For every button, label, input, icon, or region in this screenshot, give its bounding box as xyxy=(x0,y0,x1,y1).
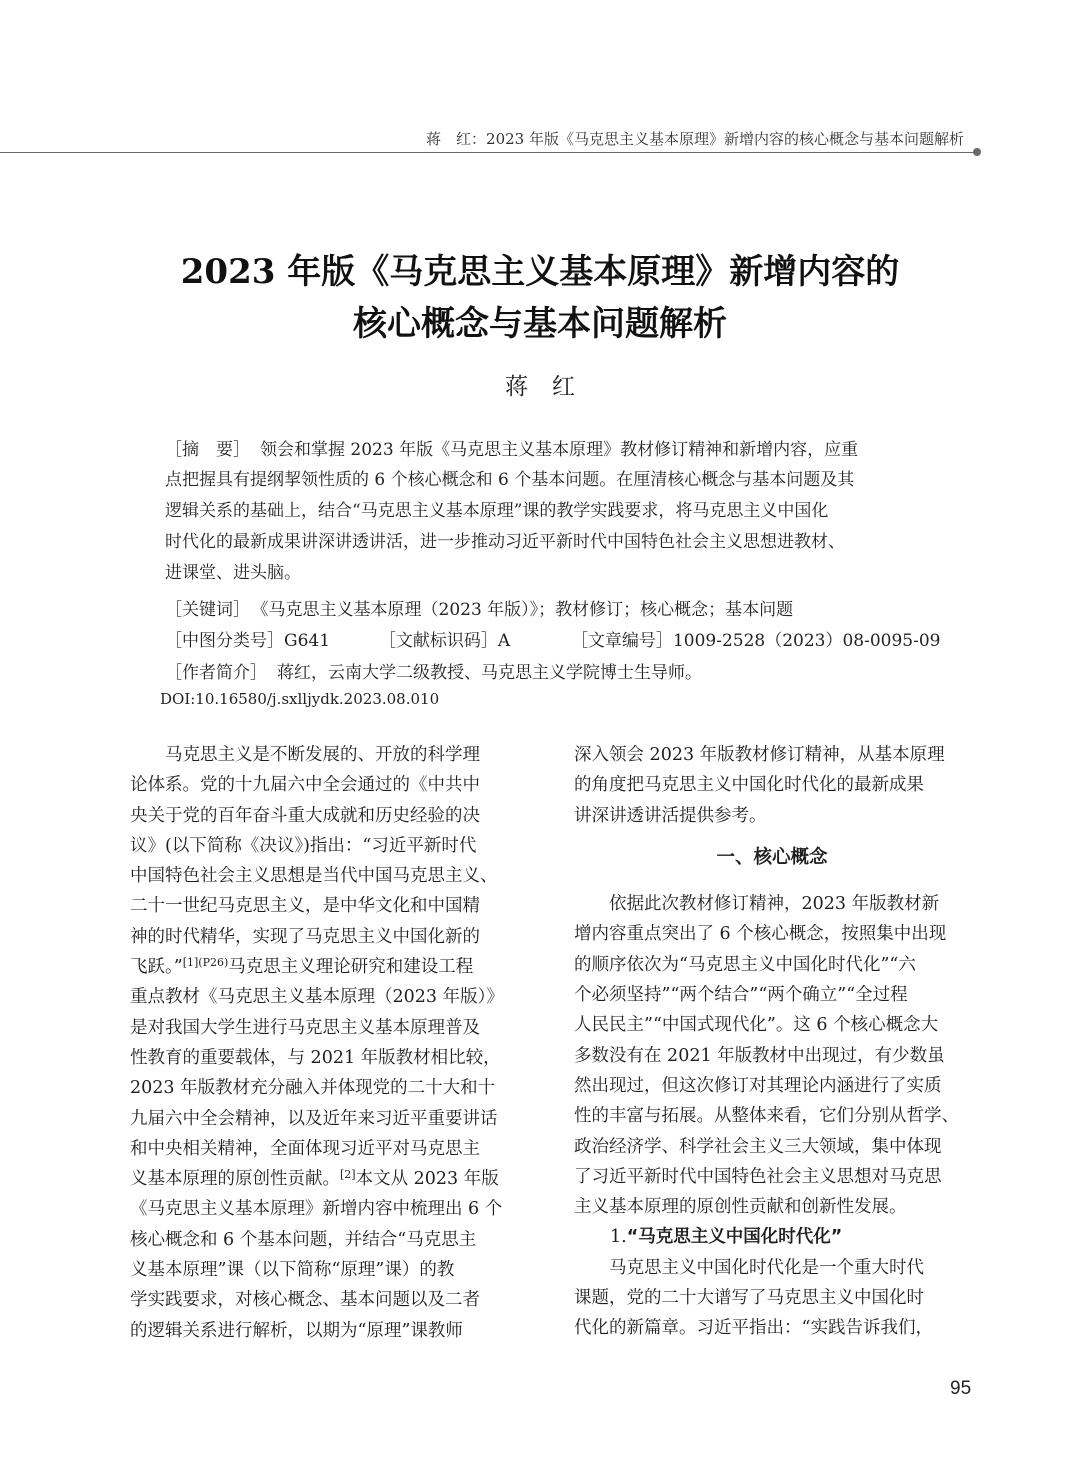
body-line: 的顺序依次为“马克思主义中国化时代化”“六 xyxy=(574,954,916,975)
body-line: 增内容重点突出了 6 个核心概念，按照集中出现 xyxy=(574,924,947,945)
body-line: 《马克思主义基本原理》新增内容中梳理出 6 个 xyxy=(130,1199,503,1220)
abstract-line: 逻辑关系的基础上，结合“马克思主义基本原理”课的教学实践要求，将马克思主义中国化 xyxy=(165,501,829,521)
body-line: 学实践要求，对核心概念、基本问题以及二者 xyxy=(130,1290,480,1311)
abstract-text: 领会和掌握 2023 年版《马克思主义基本原理》教材修订精神和新增内容，应重 xyxy=(260,440,859,460)
author-bio-text: 蒋红，云南大学二级教授、马克思主义学院博士生导师。 xyxy=(277,663,702,683)
author-bio-tag: ［作者简介］ xyxy=(165,663,267,683)
body-line: 的逻辑关系进行解析，以期为“原理”课教师 xyxy=(130,1320,463,1341)
body-text: 本文从 2023 年版 xyxy=(355,1169,499,1190)
clc-value: G641 xyxy=(284,631,331,651)
body-line: 马克思主义中国化时代化是一个重大时代 xyxy=(609,1257,924,1278)
body-line: 中国特色社会主义思想是当代中国马克思主义、 xyxy=(130,866,498,887)
body-line: 主义基本原理的原创性贡献和创新性发展。 xyxy=(574,1197,907,1218)
body-text: 马克思主义理论研究和建设工程 xyxy=(228,957,474,978)
body-line xyxy=(130,1164,526,1194)
citation-ref: [2] xyxy=(340,1168,356,1182)
body-line: 二十一世纪马克思主义，是中华文化和中国精 xyxy=(130,896,480,917)
body-line: 马克思主义是不断发展的、开放的科学理 xyxy=(165,745,480,765)
doc-code-tag: ［文献标识码］ xyxy=(378,631,498,651)
header-rule-dot xyxy=(973,148,981,156)
title-line: 核心概念与基本问题解析 xyxy=(353,304,727,344)
body-text: 义基本原理的原创性贡献。 xyxy=(130,1169,340,1190)
left-column xyxy=(130,740,526,1346)
body-line: 课题，党的二十大谱写了马克思主义中国化时 xyxy=(574,1288,924,1309)
clc-tag: ［中图分类号］ xyxy=(165,631,284,651)
body-text: 飞跃。” xyxy=(130,957,183,978)
body-line: 义基本原理”课（以下简称“原理”课）的教 xyxy=(130,1260,455,1281)
right-column xyxy=(574,740,970,1344)
body-line: 核心概念和 6 个基本问题，并结合“马克思主 xyxy=(130,1229,477,1250)
body-line: 讲深讲透讲活提供参考。 xyxy=(574,805,767,826)
body-line: 2023 年版教材充分融入并体现党的二十大和十 xyxy=(130,1078,496,1099)
keywords-tag: ［关键词］ xyxy=(165,600,250,620)
body-line: 和中央相关精神，全面体现习近平对马克思主 xyxy=(130,1138,480,1159)
body-line: 个必须坚持”“两个结合”“两个确立”“全过程 xyxy=(574,985,908,1006)
body-line: 代化的新篇章。习近平指出：“实践告诉我们， xyxy=(574,1318,933,1339)
body-line: 多数没有在 2021 年版教材中出现过，有少数虽 xyxy=(574,1045,945,1066)
body-line: 深入领会 2023 年版教材修订精神，从基本原理 xyxy=(574,745,945,765)
running-head: 蒋 红：2023 年版《马克思主义基本原理》新增内容的核心概念与基本问题解析 xyxy=(426,130,964,148)
body-line: 央关于党的百年奋斗重大成就和历史经验的决 xyxy=(130,805,480,826)
body-line: 重点教材《马克思主义基本原理（2023 年版）》 xyxy=(130,987,504,1008)
abstract-line xyxy=(165,438,858,462)
citation-ref: [1](P26) xyxy=(182,956,229,970)
abstract-line: 进课堂、进头脑。 xyxy=(165,563,301,583)
author-bio-line xyxy=(165,661,702,685)
body-line: 依据此次教材修订精神，2023 年版教材新 xyxy=(609,894,940,915)
body-line: 的角度把马克思主义中国化时代化的最新成果 xyxy=(574,775,924,796)
body-line: 性教育的重要载体，与 2021 年版教材相比较， xyxy=(130,1047,501,1068)
subsection-number: 1. xyxy=(610,1227,627,1248)
body-line xyxy=(130,952,526,982)
body-line: 是对我国大学生进行马克思主义基本原理普及 xyxy=(130,1017,480,1038)
doc-code-value: A xyxy=(497,631,511,651)
body-line: 论体系。党的十九届六中全会通过的《中共中 xyxy=(130,775,480,796)
article-title xyxy=(0,246,1080,350)
subsection-title: “马克思主义中国化时代化” xyxy=(626,1227,843,1248)
abstract-tag: ［摘 要］ xyxy=(165,440,250,460)
body-line: 九届六中全会精神，以及近年来习近平重要讲话 xyxy=(130,1108,498,1129)
body-line: 人民民主”“中国式现代化”。这 6 个核心概念大 xyxy=(574,1015,939,1036)
body-line: 然出现过，但这次修订对其理论内涵进行了实质 xyxy=(574,1075,942,1096)
section-heading: 一、核心概念 xyxy=(716,846,828,868)
body-line: 了习近平新时代中国特色社会主义思想对马克思 xyxy=(574,1166,942,1187)
article-no-tag: ［文章编号］ xyxy=(570,631,673,651)
keywords-line xyxy=(165,598,793,622)
title-line: 2023 年版《马克思主义基本原理》新增内容的 xyxy=(180,252,900,292)
body-line: 神的时代精华，实现了马克思主义中国化新的 xyxy=(130,926,480,947)
header-rule xyxy=(0,152,975,153)
abstract-line: 时代化的最新成果讲深讲透讲活，进一步推动习近平新时代中国特色社会主义思想进教材、 xyxy=(165,532,845,552)
classification-line xyxy=(165,629,941,653)
body-line: 议》(以下简称《决议》)指出：“习近平新时代 xyxy=(130,835,477,856)
author-name: 蒋红 xyxy=(505,374,599,400)
body-line: 性的丰富与拓展。从整体来看，它们分别从哲学、 xyxy=(574,1106,959,1127)
subsection-heading xyxy=(574,1222,970,1252)
keywords-text: 《马克思主义基本原理（2023 年版）》；教材修订；核心概念；基本问题 xyxy=(260,600,794,620)
doi: DOI:10.16580/j.sxlljydk.2023.08.010 xyxy=(160,690,440,708)
article-no-value: 1009-2528（2023）08-0095-09 xyxy=(672,631,941,651)
abstract-line: 点把握具有提纲挈领性质的 6 个核心概念和 6 个基本问题。在厘清核心概念与基本问题及其 xyxy=(165,470,855,490)
body-line: 政治经济学、科学社会主义三大领域，集中体现 xyxy=(574,1136,942,1157)
page-number: 95 xyxy=(950,1378,972,1399)
